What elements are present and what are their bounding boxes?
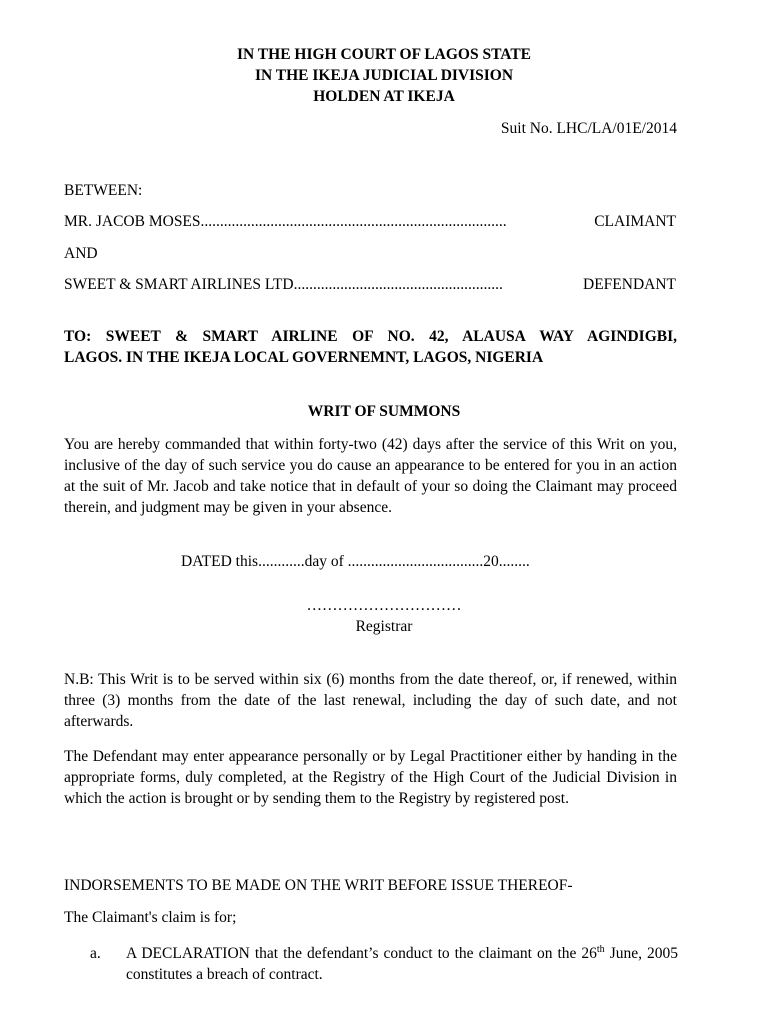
claimant-name: MR. JACOB MOSES [64, 213, 201, 230]
indorsements-heading: INDORSEMENTS TO BE MADE ON THE WRIT BEFORE ISSUE THEREOF- [64, 877, 573, 894]
registrar-label: Registrar [355, 618, 413, 635]
writ-body: You are hereby commanded that within forty-two (42) days after the service of this Writ on you, inclusive of the day of such service you do cause an appearance to be entered for you in an action at the suit of Mr. Jacob and take notice that in default of your so doing the Claimant may proceed therein, and judgment may be given in your absence. [64, 436, 677, 516]
defendant-line [64, 275, 676, 295]
addressee-line-1: TO: SWEET & SMART AIRLINE OF NO. 42, ALAUSA WAY AGINDIGBI, [64, 328, 677, 345]
claim-item-letter: a. [90, 945, 101, 962]
claim-intro: The Claimant's claim is for; [64, 909, 237, 926]
claim-item-text-after: June, 2005 constitutes a breach of contract. [126, 945, 678, 983]
claimant-dots: ............................................................................... [200, 213, 507, 230]
and-label: AND [64, 245, 98, 262]
signature-line: ………………………… [306, 597, 462, 614]
between-label: BETWEEN: [64, 182, 143, 199]
addressee-line-2: LAGOS. IN THE IKEJA LOCAL GOVERNEMNT, LAGOS, NIGERIA [64, 349, 544, 366]
defendant-name: SWEET & SMART AIRLINES LTD [64, 276, 294, 293]
defendant-dots: ...................................................... [293, 276, 503, 293]
division-title: IN THE IKEJA JUDICIAL DIVISION [254, 67, 514, 84]
court-title: IN THE HIGH COURT OF LAGOS STATE [236, 46, 532, 63]
nb-paragraph: N.B: This Writ is to be served within six (6) months from the date thereof, or, if renewed, within three (3) months from the date of the last renewal, including the day of such date, and not afterwards. [64, 671, 677, 730]
suit-number: Suit No. LHC/LA/01E/2014 [500, 120, 677, 137]
claim-item-text-before: A DECLARATION that the defendant’s conduct to the claimant on the 26 [126, 945, 597, 962]
appearance-paragraph: The Defendant may enter appearance personally or by Legal Practitioner either by handing in the appropriate forms, duly completed, at the Registry of the High Court of the Judicial Division in which the action is brought or by sending them to the Registry by registered post. [64, 748, 677, 807]
claimant-role: CLAIMANT [594, 213, 676, 230]
dated-line: DATED this............day of ...................................20........ [181, 553, 530, 570]
claim-item-text [126, 943, 678, 985]
claim-item-superscript: th [596, 943, 605, 955]
claimant-line [64, 212, 676, 232]
holden-title: HOLDEN AT IKEJA [313, 88, 455, 105]
defendant-role: DEFENDANT [583, 276, 676, 293]
writ-title: WRIT OF SUMMONS [307, 403, 461, 420]
